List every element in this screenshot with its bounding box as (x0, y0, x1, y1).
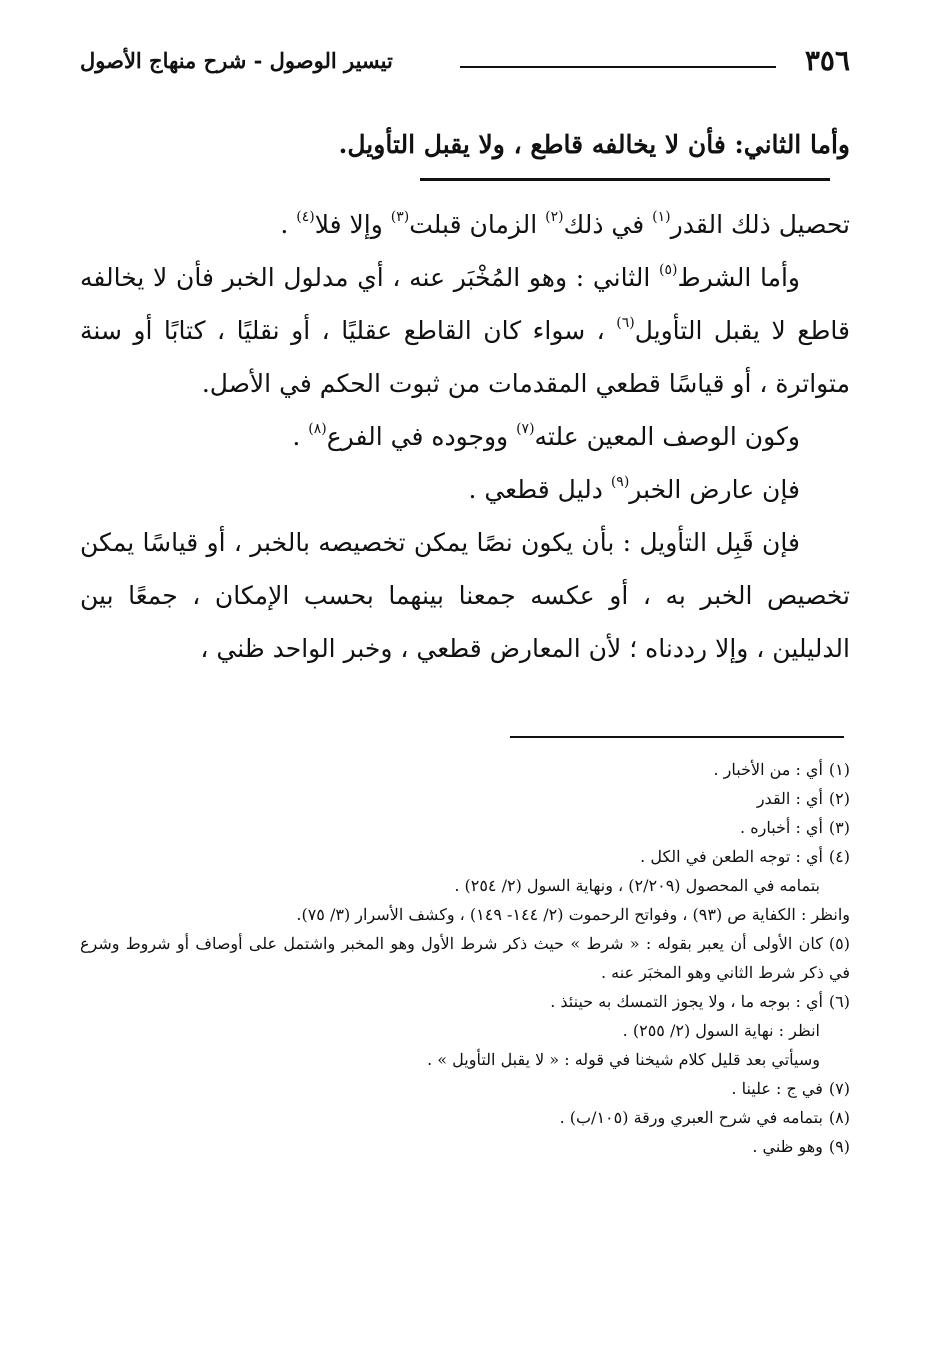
footnote-1: (١)أي : من الأخبار . (713, 760, 850, 779)
footnote-ref[interactable]: (٦) (616, 315, 635, 331)
footnote-6: (٦)أي : بوجه ما ، ولا يجوز التمسك به حينئذ . (550, 992, 850, 1011)
paragraph-1: تحصيل ذلك القدر$^{(١)}$ في ذلك$^{(٢)}$ الزمان قبلت$^{(٣)}$ وإلا فلا$^{(٤)}$ . (280, 209, 850, 239)
footnote-ref[interactable]: (١) (652, 209, 671, 225)
book-title: تيسير الوصول - شرح منهاج الأصول (80, 48, 393, 73)
footnote-8: (٨)بتمامه في شرح العبري ورقة (١٠٥/ب) . (559, 1108, 850, 1127)
paragraph-4: فإن عارض الخبر$^{(٩)}$ دليل قطعي . (468, 474, 800, 504)
footnote-6-note: وسيأتي بعد قليل كلام شيخنا في قوله : « لا يقبل التأويل » . (427, 1050, 820, 1069)
matn-underline (420, 178, 830, 181)
footnote-9: (٩)وهو ظني . (752, 1137, 850, 1156)
matn-text: وأما الثاني: فأن لا يخالفه قاطع ، ولا يقبل التأويل. (338, 130, 850, 159)
paragraph-2: وأما الشرط$^{(٥)}$ الثاني : وهو المُخْبَر عنه ، أي مدلول الخبر فأن لا يخالفه قاطع لا يقبل التأويل$^{(٦)}$ ، سواء كان القاطع عقليًا ، أو نقليًا ، كتابًا أو سنة متواترة ، أو قياسًا قطعي المقدمات من ثبوت الحكم في الأصل. (80, 262, 851, 398)
footnote-2: (٢)أي : القدر (756, 789, 850, 808)
footnote-ref[interactable]: (٣) (390, 209, 410, 225)
page-number: ٣٥٦ (804, 44, 850, 77)
paragraph-3: وكون الوصف المعين علته$^{(٧)}$ ووجوده في الفرع$^{(٨)}$ . (292, 421, 800, 451)
footnote-ref[interactable]: (٧) (516, 421, 535, 437)
footnote-4: (٤)أي : توجه الطعن في الكل . (640, 847, 850, 866)
footnote-4-reference: بتمامه في المحصول (٢/٢٠٩) ، ونهاية السول (٢/ ٢٥٤) . (454, 876, 820, 895)
footnotes (80, 755, 850, 1161)
footnote-ref[interactable]: (٤) (296, 209, 315, 225)
header-rule (460, 66, 776, 68)
paragraph-5: فإن قَبِل التأويل : بأن يكون نصًا يمكن تخصيصه بالخبر ، أو قياسًا يمكن تخصيص الخبر به ، أو عكسه جمعنا بينهما بحسب الإمكان ، جمعًا بين الدليلين ، وإلا رددناه ؛ لأن المعارض قطعي ، وخبر الواحد ظني ، (80, 528, 850, 663)
footnote-6-reference: انظر : نهاية السول (٢/ ٢٥٥) . (622, 1021, 820, 1040)
running-header (80, 44, 850, 88)
footnote-4-see-also: وانظر : الكفاية ص (٩٣) ، وفواتح الرحموت (٢/ ١٤٤- ١٤٩) ، وكشف الأسرار (٣/ ٧٥). (296, 905, 850, 924)
footnote-3: (٣)أي : أخباره . (740, 818, 850, 837)
footnote-ref[interactable]: (٩) (610, 474, 630, 490)
footnote-5: (٥)كان الأولى أن يعبر بقوله : « شرط » حيث ذكر شرط الأول وهو المخبر واشتمل على أوصاف أو شروط وشرع في ذكر شرط الثاني وهو المخبَر عنه . (80, 934, 850, 982)
commentary-body (80, 198, 850, 675)
footnote-ref[interactable]: (٢) (545, 209, 564, 225)
footnote-separator (510, 736, 844, 738)
footnote-7: (٧)في ج : علينا . (731, 1079, 850, 1098)
footnote-ref[interactable]: (٨) (308, 421, 327, 437)
footnote-ref[interactable]: (٥) (659, 262, 678, 278)
